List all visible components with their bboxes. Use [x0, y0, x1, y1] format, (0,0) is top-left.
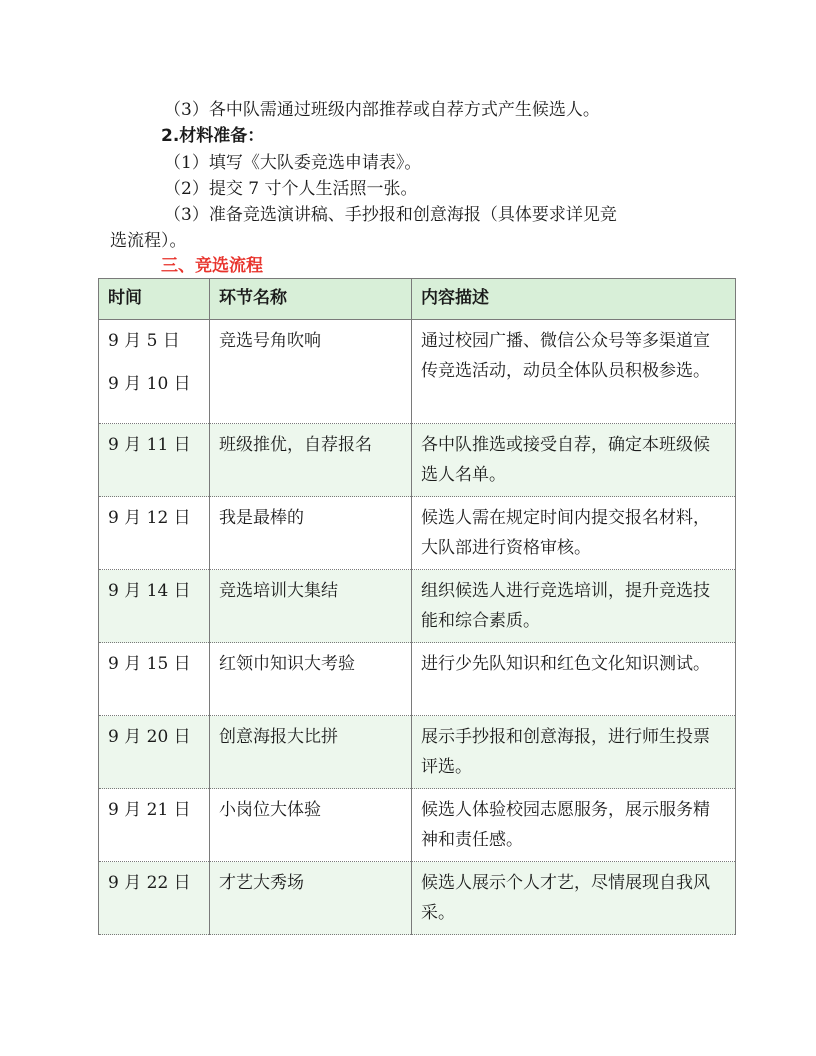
cell-date: 9 月 15 日 — [99, 643, 210, 716]
cell-stage-name: 创意海报大比拼 — [210, 716, 412, 789]
cell-description: 候选人展示个人才艺，尽情展现自我风采。 — [412, 862, 736, 935]
flow-table — [98, 278, 736, 935]
cell-date: 9 月 21 日 — [99, 789, 210, 862]
table-row — [99, 320, 736, 424]
cell-date — [99, 320, 210, 424]
cell-description: 通过校园广播、微信公众号等多渠道宣传竞选活动，动员全体队员积极参选。 — [412, 320, 736, 424]
header-stage-name: 环节名称 — [210, 279, 412, 320]
table-header-row — [99, 279, 736, 320]
header-time: 时间 — [99, 279, 210, 320]
cell-description: 候选人需在规定时间内提交报名材料，大队部进行资格审核。 — [412, 497, 736, 570]
cell-description: 候选人体验校园志愿服务，展示服务精神和责任感。 — [412, 789, 736, 862]
table-row — [99, 862, 736, 935]
table-row — [99, 643, 736, 716]
cell-date: 9 月 20 日 — [99, 716, 210, 789]
date-text: 9 月 10 日 — [108, 374, 191, 394]
date-text: 9 月 5 日 — [108, 331, 180, 351]
cell-date: 9 月 11 日 — [99, 424, 210, 497]
paragraph-material-3-cont: 选流程）。 — [110, 231, 187, 251]
section-materials-title: 2.材料准备： — [161, 126, 265, 146]
cell-stage-name: 红领巾知识大考验 — [210, 643, 412, 716]
table-row — [99, 789, 736, 862]
cell-date: 9 月 12 日 — [99, 497, 210, 570]
table-row — [99, 497, 736, 570]
cell-date: 9 月 14 日 — [99, 570, 210, 643]
table-row — [99, 424, 736, 497]
cell-description: 展示手抄报和创意海报，进行师生投票评选。 — [412, 716, 736, 789]
cell-date: 9 月 22 日 — [99, 862, 210, 935]
cell-stage-name: 竞选培训大集结 — [210, 570, 412, 643]
cell-stage-name: 才艺大秀场 — [210, 862, 412, 935]
cell-description: 各中队推选或接受自荐，确定本班级候选人名单。 — [412, 424, 736, 497]
table-row — [99, 570, 736, 643]
cell-stage-name: 我是最棒的 — [210, 497, 412, 570]
cell-description: 进行少先队知识和红色文化知识测试。 — [412, 643, 736, 716]
header-description: 内容描述 — [412, 279, 736, 320]
cell-stage-name: 小岗位大体验 — [210, 789, 412, 862]
paragraph-candidate-method: （3）各中队需通过班级内部推荐或自荐方式产生候选人。 — [164, 100, 600, 120]
cell-stage-name: 班级推优，自荐报名 — [210, 424, 412, 497]
paragraph-material-3: （3）准备竞选演讲稿、手抄报和创意海报（具体要求详见竞 — [164, 205, 617, 225]
paragraph-material-1: （1）填写《大队委竞选申请表》。 — [164, 153, 422, 173]
section-flow-title: 三、竞选流程 — [161, 256, 263, 276]
cell-description: 组织候选人进行竞选培训，提升竞选技能和综合素质。 — [412, 570, 736, 643]
cell-stage-name: 竞选号角吹响 — [210, 320, 412, 424]
paragraph-material-2: （2）提交 7 寸个人生活照一张。 — [164, 179, 418, 199]
table-row — [99, 716, 736, 789]
